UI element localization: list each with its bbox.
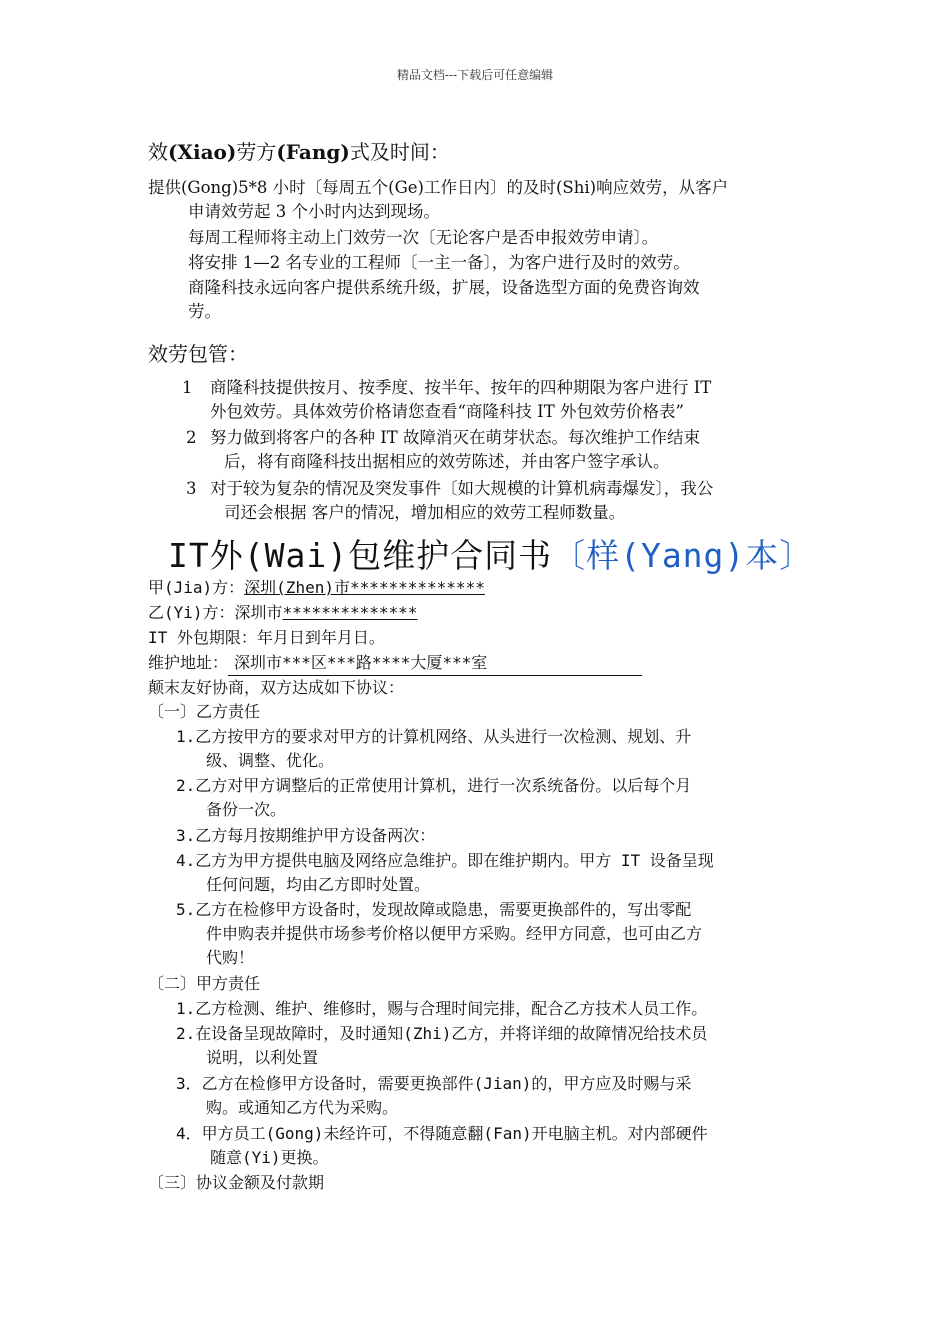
service-line: 提供(Gong)5*8 小时〔每周五个(Ge)工作日内〕的及时(Shi)响应效劳，从客户 — [148, 178, 729, 197]
clause-line: 2.在设备呈现故障时，及时通知(Zhi)乙方，并将详细的故障情况给技术员 — [176, 1024, 708, 1043]
party-b — [148, 601, 417, 625]
clause-line: 5.乙方在检修甲方设备时，发现故障或隐患，需要更换部件的，写出零配 — [176, 900, 692, 919]
maintenance-address — [148, 651, 642, 676]
guarantee-item-text: 商隆科技提供按月、按季度、按半年、按年的四种期限为客户进行 IT — [210, 378, 712, 397]
contract-title-main: IT外(Wai)包维护合同书 — [168, 536, 553, 575]
clause-line: 1.乙方检测、维护、维修时，赐与合理时间完排，配合乙方技术人员工作。 — [176, 999, 708, 1018]
service-heading-d: (Fang) — [276, 140, 350, 164]
section-heading: 〔二〕甲方责任 — [148, 974, 261, 993]
address-value: 深圳市***区***路****大厦***室 — [228, 651, 642, 676]
clause-line: 购。或通知乙方代为采购。 — [206, 1098, 399, 1117]
guarantee-item-number: 2 — [186, 428, 197, 447]
service-heading-b: (Xiao) — [168, 140, 237, 164]
party-b-label: 乙(Yi)方： — [148, 603, 235, 622]
clause-line: 任何问题，均由乙方即时处置。 — [206, 875, 431, 894]
party-a-label: 甲(Jia)方： — [148, 578, 245, 597]
service-heading — [148, 136, 450, 165]
service-heading-a: 效 — [148, 140, 168, 164]
service-line: 将安排 1—2 名专业的工程师〔一主一备〕，为客户进行及时的效劳。 — [188, 253, 690, 272]
contract-title-accent: 〔样(Yang)本〕 — [552, 536, 814, 575]
guarantee-heading: 效劳包管： — [148, 342, 248, 366]
guarantee-item-text: 对于较为复杂的情况及突发事件〔如大规模的计算机病毒爆发〕，我公 — [210, 479, 714, 498]
agreement-intro: 颠末友好协商，双方达成如下协议： — [148, 678, 405, 697]
contract-title — [168, 530, 813, 577]
party-a-value: 深圳(Zhen)市************** — [244, 578, 485, 597]
party-b-value: 深圳市 — [234, 603, 283, 622]
section-heading: 〔一〕乙方责任 — [148, 702, 261, 721]
party-b-value-underlined: ************** — [282, 603, 418, 622]
party-a — [148, 576, 485, 600]
clause-line: 1.乙方按甲方的要求对甲方的计算机网络、从头进行一次检测、规划、升 — [176, 727, 692, 746]
guarantee-item-text: 司还会根据 客户的情况，增加相应的效劳工程师数量。 — [224, 503, 626, 522]
clause-line: 4.乙方为甲方提供电脑及网络应急维护。即在维护期内。甲方 IT 设备呈现 — [176, 851, 714, 870]
address-label: 维护地址： — [148, 653, 229, 672]
service-line: 申请效劳起 3 个小时内达到现场。 — [188, 202, 440, 221]
guarantee-item-text: 后，将有商隆科技出据相应的效劳陈述，并由客户签字承认。 — [224, 452, 670, 471]
clause-line: 代购！ — [206, 948, 255, 967]
service-line: 商隆科技永远向客户提供系统升级，扩展，设备选型方面的免费咨询效 — [188, 278, 700, 297]
guarantee-item-text: 努力做到将客户的各种 IT 故障消灭在萌芽状态。每次维护工作结束 — [210, 428, 701, 447]
clause-line: 级、调整、优化。 — [206, 751, 335, 770]
guarantee-item-number: 1 — [182, 378, 193, 397]
contract-term: IT 外包期限：年月日到年月日。 — [148, 628, 385, 647]
service-heading-c: 劳方 — [236, 140, 277, 164]
section-heading: 〔三〕协议金额及付款期 — [148, 1173, 325, 1192]
clause-line: 备份一次。 — [206, 800, 287, 819]
clause-line: 说明，以利处置 — [206, 1048, 319, 1067]
clause-line: 2.乙方对甲方调整后的正常使用计算机，进行一次系统备份。以后每个月 — [176, 776, 692, 795]
service-line: 每周工程师将主动上门效劳一次〔无论客户是否申报效劳申请〕。 — [188, 228, 659, 247]
guarantee-item-number: 3 — [186, 479, 197, 498]
clause-line: 3．乙方在检修甲方设备时，需要更换部件(Jian)的，甲方应及时赐与采 — [176, 1074, 692, 1093]
guarantee-item-text: 外包效劳。具体效劳价格请您查看“商隆科技 IT 外包效劳价格表” — [210, 402, 684, 421]
clause-line: 件申购表并提供市场参考价格以便甲方采购。经甲方同意，也可由乙方 — [206, 924, 703, 943]
clause-line: 4．甲方员工(Gong)未经许可，不得随意翻(Fan)开电脑主机。对内部硬件 — [176, 1124, 708, 1143]
service-line: 劳。 — [188, 302, 221, 321]
service-heading-e: 式及时间： — [349, 140, 450, 164]
clause-line: 随意(Yi)更换。 — [210, 1148, 329, 1167]
clause-line: 3.乙方每月按期维护甲方设备两次： — [176, 826, 436, 845]
page-header: 精品文档---下载后可任意编辑 — [396, 68, 554, 82]
